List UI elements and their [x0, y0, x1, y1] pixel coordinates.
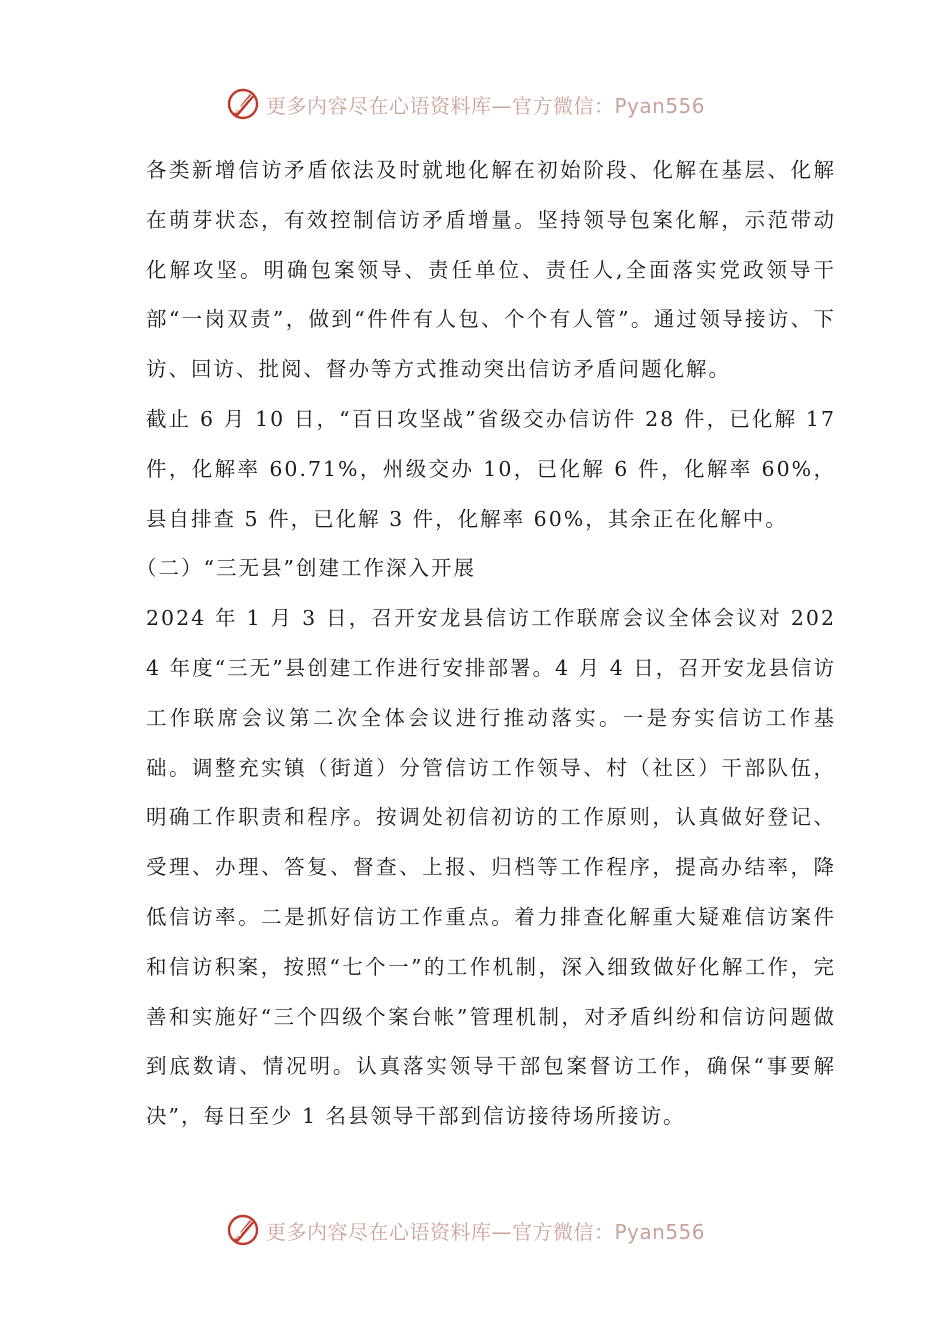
- footer-watermark-banner: [226, 1210, 705, 1250]
- paragraph-3: 2024 年 1 月 3 日，召开安龙县信访工作联席会议全体会议对 2024 年度“三无”县创建工作进行安排部署。4 月 4 日，召开安龙县信访工作联席会议第二次全体会议进行推动落实。一是夯实信访工作基础。调整充实镇（街道）分管信访工作领导、村（社区）干部队伍，明确工作职责和程序。按调处初信初访的工作原则，认真做好登记、受理、办理、答复、督查、上报、归档等工作程序，提高办结率，降低信访率。二是抓好信访工作重点。着力排查化解重大疑难信访案件和信访积案，按照“七个一”的工作机制，深入细致做好化解工作，完善和实施好“三个四级个案台帐”管理机制，对矛盾纠纷和信访问题做到底数请、情况明。认真落实领导干部包案督访工作，确保“事要解决”，每日至少 1 名县领导干部到信访接待场所接访。: [146, 606, 836, 1129]
- header-watermark-banner: [226, 84, 705, 124]
- pen-logo-icon: [226, 86, 262, 122]
- section-heading: （二）“三无县”创建工作深入开展: [136, 556, 476, 581]
- footer-watermark-text: 更多内容尽在心语资料库—官方微信：Pyan556: [266, 1219, 706, 1244]
- document-body: [136, 146, 836, 1142]
- header-watermark-text: 更多内容尽在心语资料库—官方微信：Pyan556: [266, 93, 706, 118]
- pen-logo-icon: [226, 1212, 262, 1248]
- paragraph-1: 各类新增信访矛盾依法及时就地化解在初始阶段、化解在基层、化解在萌芽状态，有效控制信访矛盾增量。坚持领导包案化解，示范带动化解攻坚。明确包案领导、责任单位、责任人,全面落实党政领导干部“一岗双责”，做到“件件有人包、个个有人管”。通过领导接访、下访、回访、批阅、督办等方式推动突出信访矛盾问题化解。: [146, 158, 836, 382]
- paragraph-2: 截止 6 月 10 日，“百日攻坚战”省级交办信访件 28 件，已化解 17 件，化解率 60.71%，州级交办 10，已化解 6 件，化解率 60%，县自排查 5 件，已化解 3 件，化解率 60%，其余正在化解中。: [146, 406, 836, 531]
